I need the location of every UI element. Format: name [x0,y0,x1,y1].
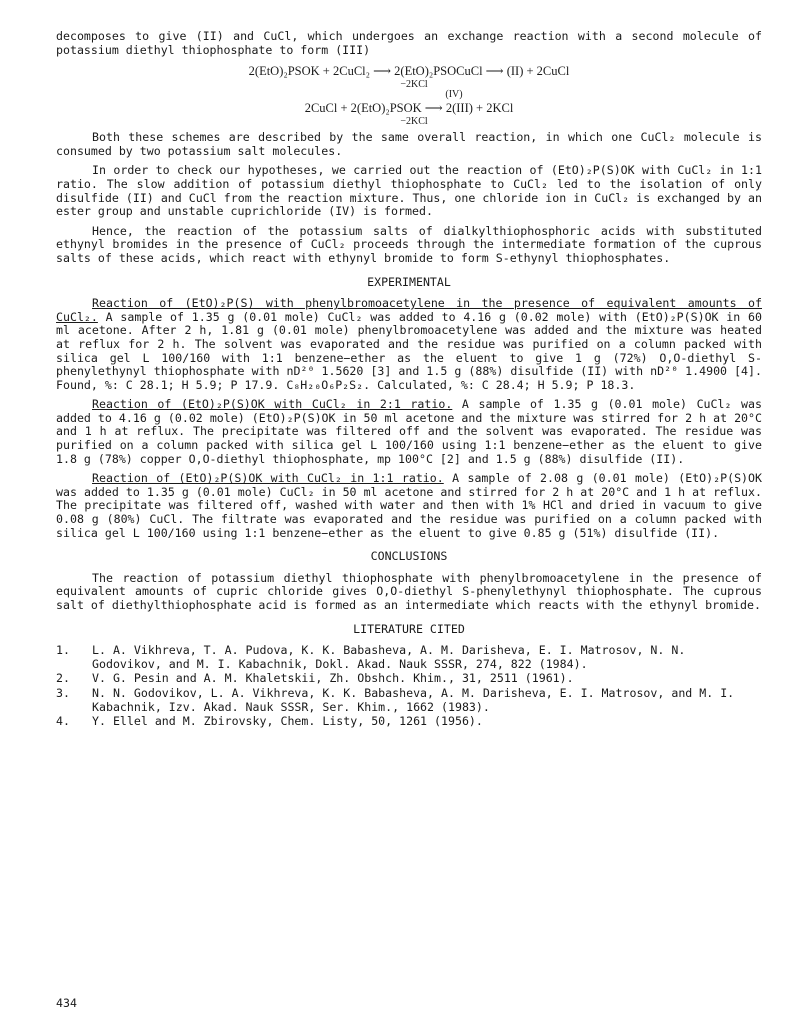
reference-number: 4. [56,714,70,729]
reference-text: L. A. Vikhreva, T. A. Pudova, K. K. Babasheva, A. M. Darisheva, E. I. Matrosov, N. N. Godovikov, and M. I. Kabachnik, Dokl. Akad. Nauk SSSR, 274, 822 (1984). [92,643,686,671]
page-number: 434 [56,996,77,1010]
reference-text: N. N. Godovikov, L. A. Vikhreva, K. K. Babasheva, A. M. Darisheva, E. I. Matrosov, and M. I. Kabachnik, Izv. Akad. Nauk SSSR, Ser. Khim., 1662 (1983). [92,685,735,714]
conclusions-text: The reaction of potassium diethyl thiophosphate with phenylbromoacetylene in the presence of equivalent amounts of cupric chloride gives O,O-diethyl S-phenylethynyl thiophosphate. The cuprous salt of diethylthiophosphate acid is formed as an intermediate which reacts with the ethynyl bromide. [56,570,762,612]
conclusions-heading: CONCLUSIONS [370,549,448,564]
equation-1-byproduct: −2KCl [400,79,428,91]
experimental-heading: EXPERIMENTAL [367,274,451,289]
reference-item [56,672,762,686]
experimental-item-title: Reaction of (EtO)₂P(S) with phenylbromoacetylene in the presence of equivalent amounts of CuCl₂. [56,296,762,324]
experimental-item-body: A sample of 1.35 g (0.01 mole) CuCl₂ was added to 4.16 g (0.02 mole) with (EtO)₂P(S)OK in 60 ml acetone. After 2 h, 1.81 g (0.01 mole) phenylbromoacetylene was added and the mixture was heated at reflux for 2 h. The solvent was evaporated and the residue was purified on a column packed with silica gel L 100/160 with 1:1 benzene−ether as the eluent to give 1 g (72%) O,O-diethyl S-phenylethynyl thiophosphate with nD²⁰ 1.5620 [3] and 1.5 g (88%) disulfide (II) with nD²⁰ 1.4900 [4]. Found, %: C 28.1; H 5.9; P 17.9. C₈H₂₀O₆P₂S₂. Calculated, %: C 28.4; H 5.9; P 18.3. [56,309,762,392]
reference-item [56,687,762,714]
reference-text: Y. Ellel and M. Zbirovsky, Chem. Listy, 50, 1261 (1956). [92,714,483,729]
experimental-item [56,472,762,540]
experimental-item [56,297,762,392]
reference-number: 1. [56,643,70,658]
reference-text: V. G. Pesin and A. M. Khaletskii, Zh. Obshch. Khim., 31, 2511 (1961). [92,671,574,686]
experimental-item-body: A sample of 1.35 g (0.01 mole) CuCl₂ was added to 4.16 g (0.02 mole) (EtO)₂P(S)OK in 50 ml acetone and the mixture was stirred for 2 h at 20°C and 1 h at reflux. The precipitate was filtered off and the solvent was evaporated. The residue was purified on a column packed with silica gel L 100/160 using 1:1 benzene−ether as the eluent to give 1.8 g (78%) copper O,O-diethyl thiophosphate, mp 100°C [2] and 1.5 g (88%) disulfide (II). [56,397,762,466]
intro-paragraph: decomposes to give (II) and CuCl, which undergoes an exchange reaction with a second molecule of potassium diethyl thiophosphate to form (III) [56,29,762,57]
experimental-item-title: Reaction of (EtO)₂P(S)OK with CuCl₂ in 2:1 ratio. [92,397,453,412]
reference-number: 2. [56,671,70,686]
paragraph-conclusion-mechanism: Hence, the reaction of the potassium salts of dialkylthiophosphoric acids with substituted ethynyl bromides in the presence of CuCl₂ proceeds through the intermediate formation of the cuprous salts of these acids, which react with ethynyl bromide to form S-ethynyl thiophosphates. [56,223,762,265]
equation-2-byproduct: −2KCl [400,116,428,128]
paragraph-overall-reaction: Both these schemes are described by the same overall reaction, in which one CuCl₂ molecule is consumed by two potassium salt molecules. [56,130,762,158]
page-content [56,30,762,730]
reference-item [56,644,762,671]
experimental-item-body: A sample of 2.08 g (0.01 mole) (EtO)₂P(S)OK was added to 1.35 g (0.01 mole) CuCl₂ in 50 ml acetone and stirred for 2 h at 20°C and 1 h at reflux. The precipitate was filtered off, washed with water and then with 1% HCl and dried in vacuum to give 0.08 g (80%) CuCl. The filtrate was evaporated and the residue was purified on a column packed with silica gel L 100/160 using 1:1 benzene−ether as the eluent to give 0.85 g (51%) disulfide (II). [56,471,762,540]
reference-list [56,644,762,729]
experimental-item-title: Reaction of (EtO)₂P(S)OK with CuCl₂ in 1:1 ratio. [92,471,444,486]
experimental-item [56,398,762,466]
reference-number: 3. [56,685,70,700]
equation-1: 2(EtO)₂PSOK + 2CuCl₂ ⟶ 2(EtO)₂PSOCuCl ⟶ (II) + 2CuCl [248,64,570,79]
literature-heading: LITERATURE CITED [353,621,465,636]
paragraph-hypothesis-check: In order to check our hypotheses, we carried out the reaction of (EtO)₂P(S)OK with CuCl₂ in 1:1 ratio. The slow addition of potassium diethyl thiophosphate to CuCl₂ led to the isolation of only disulfide (II) and CuCl from the reaction mixture. Thus, one chloride ion in CuCl₂ is exchanged by an ester group and unstable cuprichloride (IV) is formed. [56,163,762,219]
equation-1-label: (IV) [445,89,463,101]
equation-2: 2CuCl + 2(EtO)₂PSOK ⟶ 2(III) + 2KCl [304,101,514,116]
reference-item [56,715,762,729]
reaction-equations [56,63,762,127]
